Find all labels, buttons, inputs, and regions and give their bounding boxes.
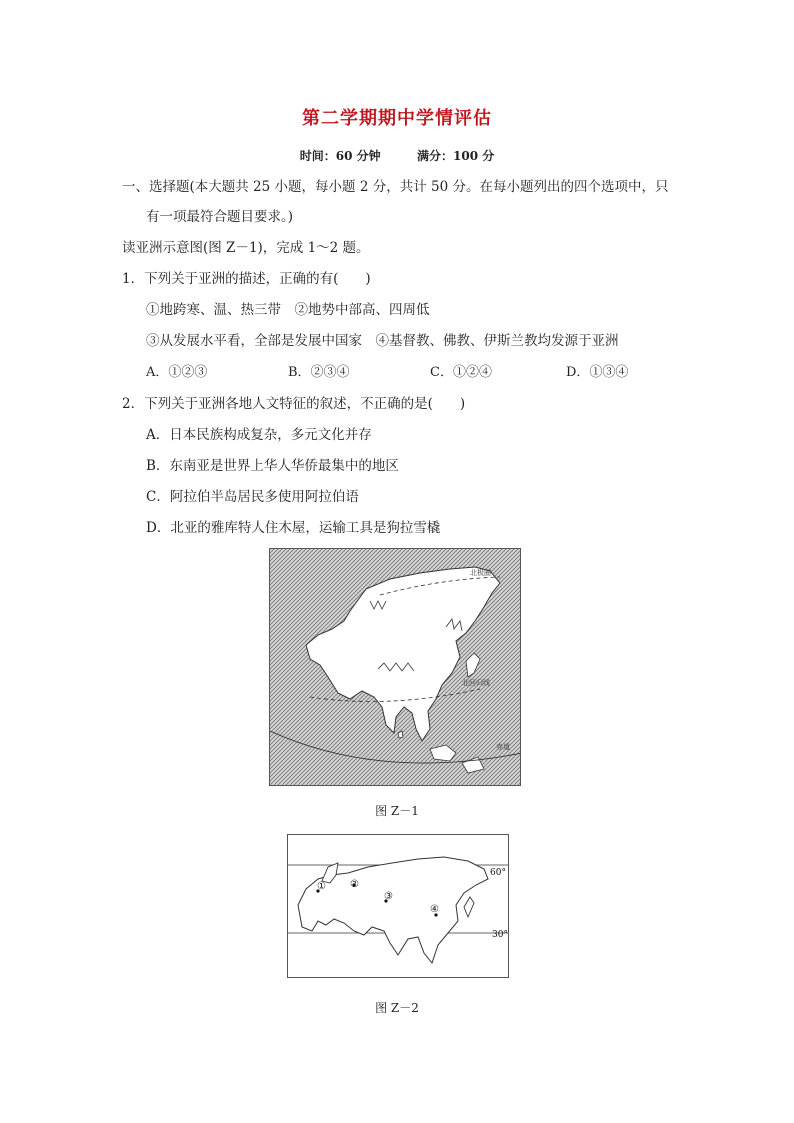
point-1-label: ① [317, 881, 326, 892]
lat-60-label: 60° [490, 868, 506, 878]
question-1-statement-1: ①地跨寒、温、热三带 ②地势中部高、四周低 [146, 302, 430, 318]
equator-label: 赤道 [496, 743, 510, 751]
point-4-label: ④ [430, 904, 439, 915]
point-3-label: ③ [384, 891, 393, 902]
question-2-stem: 2．下列关于亚洲各地人文特征的叙述，不正确的是( ) [122, 396, 466, 412]
question-1-option-c[interactable]: C．①②④ [430, 365, 492, 380]
eurasia-map-figure [287, 834, 509, 978]
question-1-option-d[interactable]: D．①③④ [566, 365, 629, 380]
page-title: 第二学期期中学情评估 [302, 108, 492, 129]
question-2-option-b[interactable]: B．东南亚是世界上华人华侨最集中的地区 [146, 458, 399, 474]
question-2-option-a[interactable]: A．日本民族构成复杂，多元文化并存 [146, 427, 372, 443]
reading-instruction: 读亚洲示意图(图 Z－1)，完成 1～2 题。 [122, 240, 370, 256]
question-2-option-d[interactable]: D．北亚的雅库特人住木屋，运输工具是狗拉雪橇 [146, 520, 441, 536]
question-2-option-c[interactable]: C．阿拉伯半岛居民多使用阿拉伯语 [146, 489, 359, 505]
exam-info [0, 147, 794, 164]
figure-2-caption: 图 Z－2 [375, 1001, 419, 1015]
question-1-stem: 1．下列关于亚洲的描述，正确的有( ) [122, 271, 371, 287]
question-1-option-b[interactable]: B．②③④ [288, 365, 350, 380]
tropic-of-cancer-label: 北回归线 [462, 679, 490, 687]
lat-30-label: 30° [492, 930, 508, 940]
eurasia-map-svg [288, 835, 509, 978]
section-intro-line1: 一、选择题(本大题共 25 小题，每小题 2 分，共计 50 分。在每小题列出的四个选项中，只 [122, 179, 669, 195]
asia-map-svg [270, 549, 521, 786]
asia-map-figure [269, 548, 521, 786]
japan-outline [464, 897, 474, 917]
question-1-statement-2: ③从发展水平看，全部是发展中国家 ④基督教、佛教、伊斯兰教均发源于亚洲 [146, 333, 619, 349]
section-intro-line2: 有一项最符合题目要求。) [146, 209, 294, 225]
exam-time: 时间：60 分钟 [299, 149, 381, 163]
question-1-option-a[interactable]: A．①②③ [146, 365, 208, 380]
figure-1-caption: 图 Z－1 [375, 804, 419, 818]
arctic-circle-label: 北极圈 [470, 569, 491, 577]
point-2-label: ② [350, 879, 359, 890]
exam-score: 满分：100 分 [417, 149, 495, 163]
